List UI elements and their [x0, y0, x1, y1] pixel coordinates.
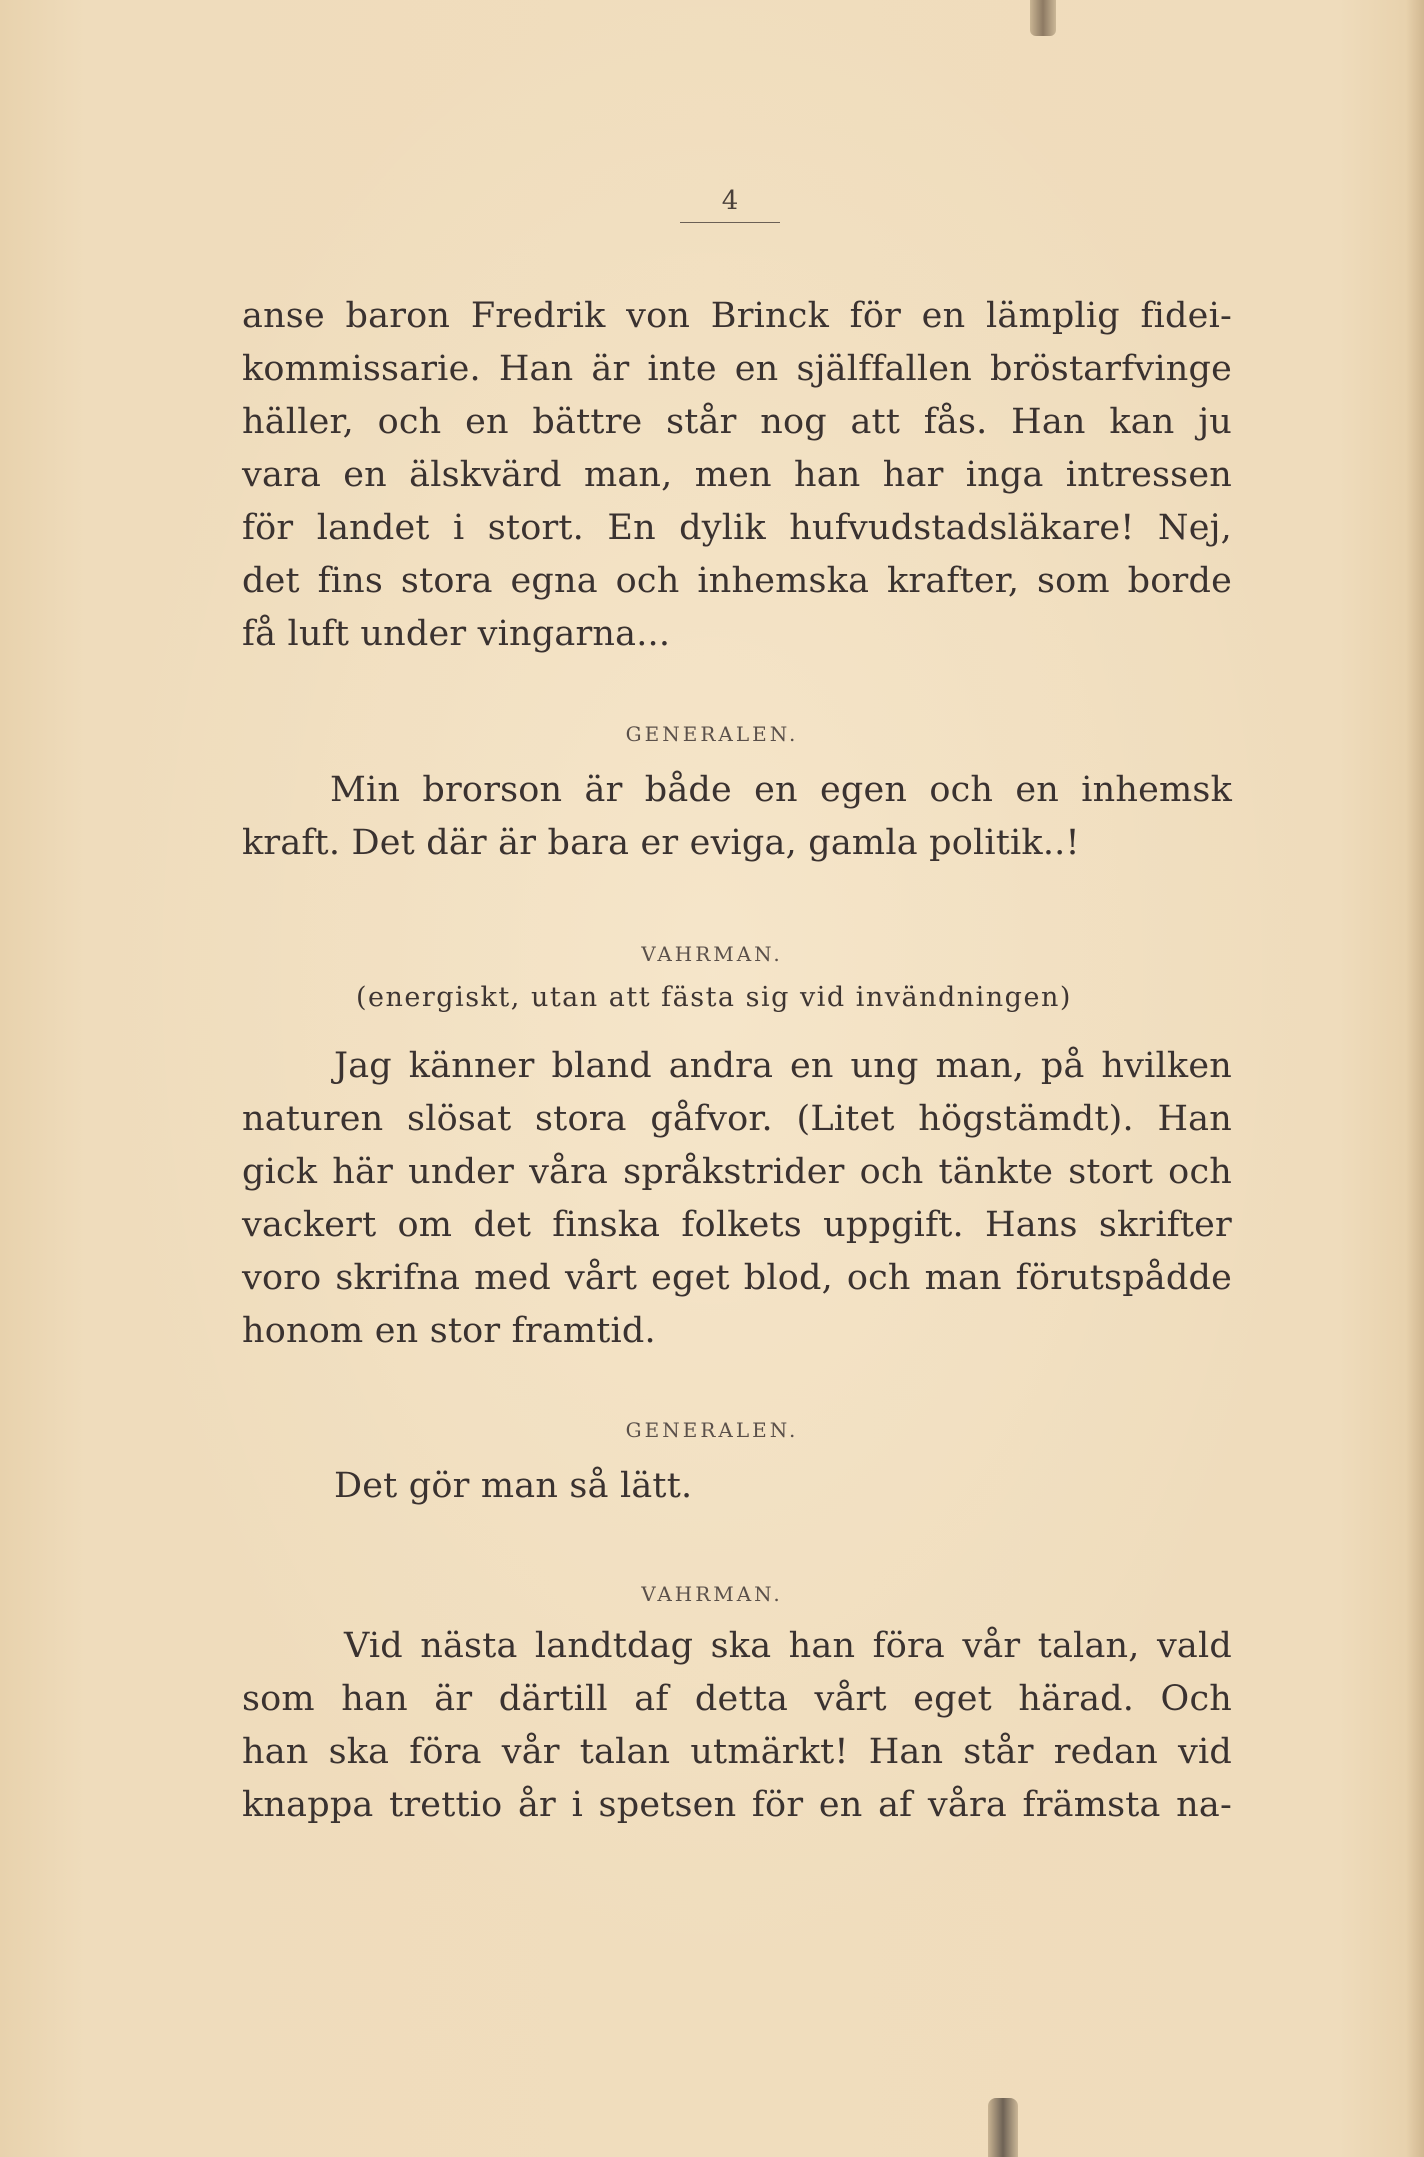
text-line: han ska föra vår talan utmärkt! Han står redan vid — [242, 1732, 1232, 1772]
text-line: kraft. Det där är bara er eviga, gamla politik..! — [242, 823, 1080, 863]
text-line: häller, och en bättre står nog att fås. Han kan ju — [242, 402, 1232, 442]
text-line: Jag känner bland andra en ung man, på hvilken — [334, 1046, 1232, 1086]
text-line: Min brorson är både en egen och en inhemsk — [330, 770, 1232, 810]
text-line: anse baron Fredrik von Brinck för en lämplig fidei- — [242, 296, 1232, 336]
text-line: det fins stora egna och inhemska krafter, som borde — [242, 561, 1232, 601]
paragraph-2 — [242, 764, 1232, 870]
text-line: för landet i stort. En dylik hufvudstadsläkare! Nej, — [242, 508, 1232, 548]
text-line: naturen slösat stora gåfvor. (Litet högstämdt). Han — [242, 1099, 1232, 1139]
text-line: knappa trettio år i spetsen för en af våra främsta na- — [242, 1785, 1232, 1825]
paragraph-4 — [242, 1460, 1232, 1513]
page-edge-shadow — [1406, 0, 1424, 2157]
text-line: honom en stor framtid. — [242, 1311, 656, 1351]
speaker-name: VAHRMAN. — [641, 942, 783, 966]
paragraph-1 — [242, 290, 1232, 661]
text-line: Det gör man så lätt. — [334, 1466, 693, 1506]
binding-tab-bottom — [988, 2098, 1018, 2157]
text-line: som han är därtill af detta vårt eget härad. Och — [242, 1679, 1232, 1719]
page-number: 4 — [721, 186, 739, 216]
paragraph-3 — [242, 1040, 1232, 1358]
text-line: få luft under vingarna... — [242, 614, 671, 654]
speaker-name: VAHRMAN. — [641, 1582, 783, 1606]
text-line: kommissarie. Han är inte en själffallen bröstarfvinge — [242, 349, 1232, 389]
binding-tab-top — [1030, 0, 1056, 36]
text-line: vackert om det finska folkets uppgift. Hans skrifter — [242, 1205, 1232, 1245]
text-line: Vid nästa landtdag ska han föra vår talan, vald — [344, 1626, 1232, 1666]
speaker-name: GENERALEN. — [625, 1418, 799, 1442]
stage-direction: (energiskt, utan att fästa sig vid invändningen) — [356, 982, 1072, 1013]
paragraph-5 — [242, 1620, 1232, 1832]
text-line: voro skrifna med vårt eget blod, och man förutspådde — [242, 1258, 1232, 1298]
page-number-rule — [680, 222, 780, 223]
speaker-name: GENERALEN. — [625, 722, 799, 746]
text-line: vara en älskvärd man, men han har inga intressen — [242, 455, 1232, 495]
text-line: gick här under våra språkstrider och tänkte stort och — [242, 1152, 1232, 1192]
